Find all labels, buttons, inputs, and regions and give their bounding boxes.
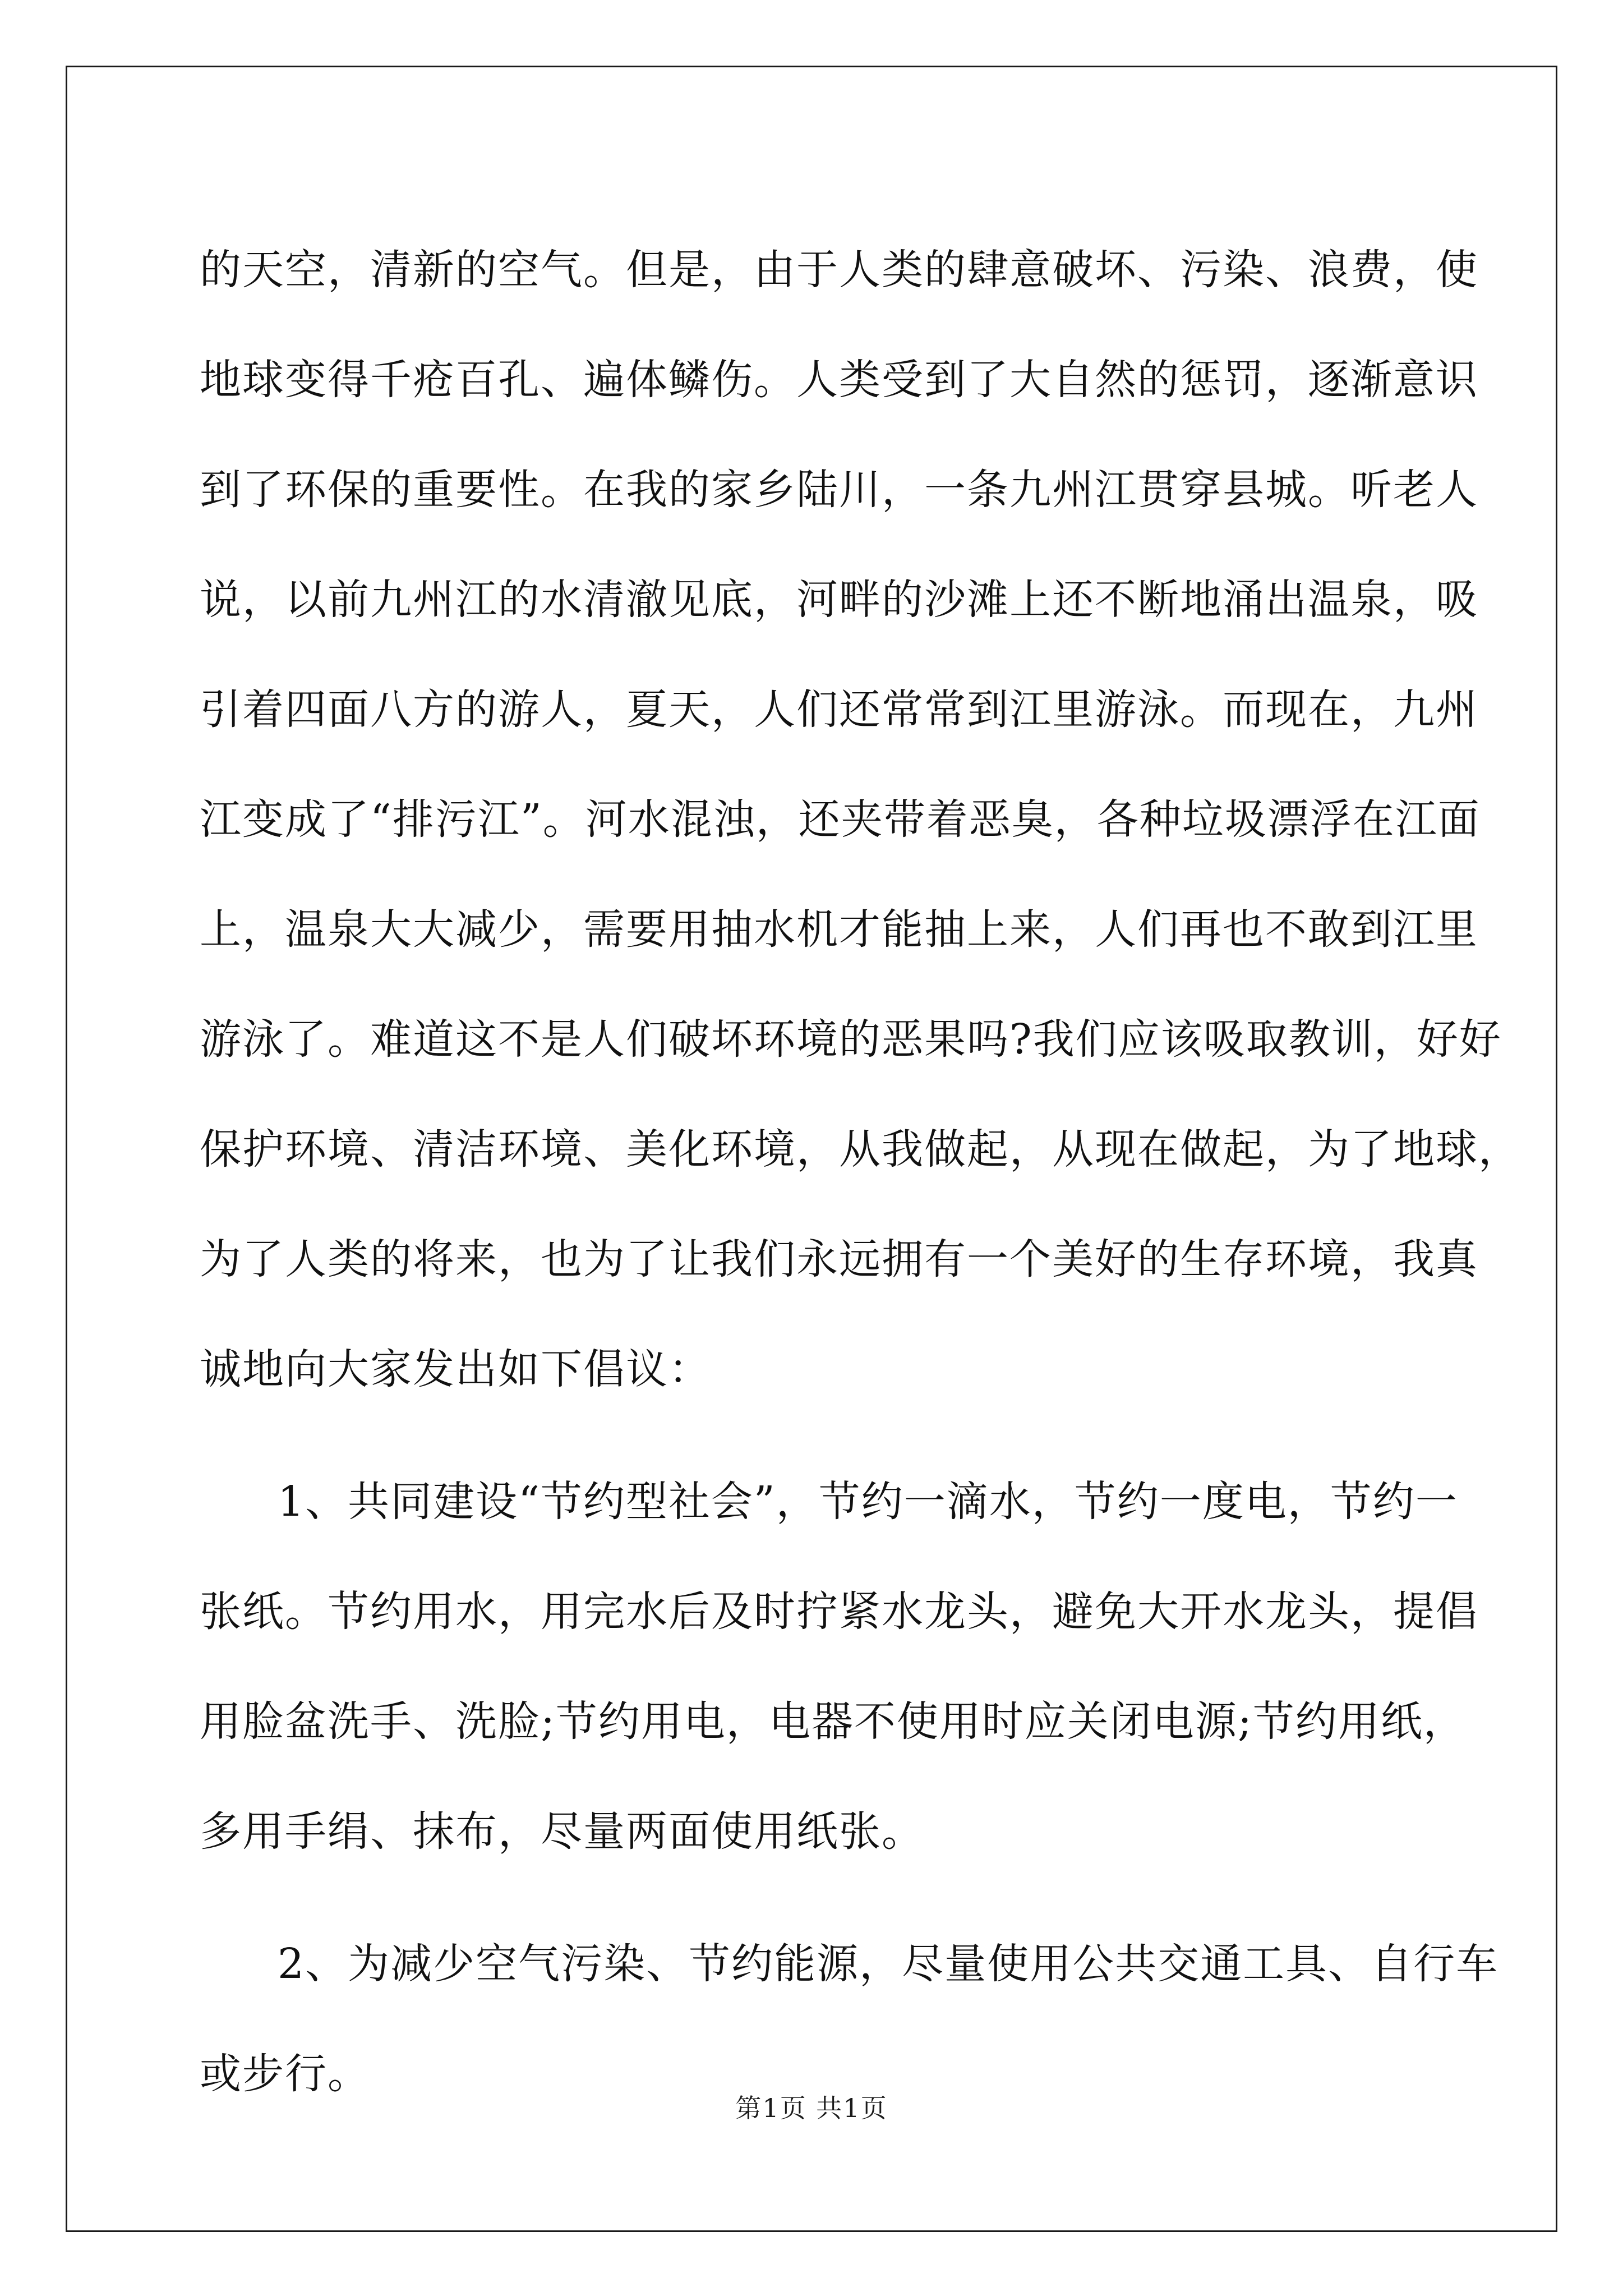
text-line: 为 了 人 类 的 将 来 ， 也 为 了 让 我 们 永 远 拥 有 一 个 美 好 的 生 存 环 境 ， 我 真 (200, 1235, 1478, 1283)
document-body (200, 215, 1521, 2129)
paragraph-gap (200, 1887, 1439, 1909)
text-line: 到 了 环 保 的 重 要 性 。 在 我 的 家 乡 陆 川 ， 一 条 九 州 江 贯 穿 县 城 。 听 老 人 (200, 466, 1478, 514)
page-footer: 第1页 共1页 (735, 2093, 888, 2123)
text-line: 张纸。节约用水，用完水后及时拧紧水龙头，避免大开水龙头，提倡 (200, 1588, 1478, 1636)
text-line: 或步行。 (200, 2050, 370, 2098)
text-line: 保 护 环 境 、 清 洁 环 境 、 美 化 环 境 ， 从 我 做 起 ， 从 现 在 做 起 ， 为 了 地 球 ， (200, 1125, 1521, 1174)
paragraph-gap (200, 1424, 1439, 1447)
text-line: 1、共同建设“节约型社会”，节约一滴水，节约一度电，节约一 (278, 1478, 1458, 1526)
text-line: 地 球 变 得 千 疮 百 孔 、 遍 体 鳞 伤 。 人 类 受 到 了 大 自 然 的 惩 罚 ， 逐 渐 意 识 (200, 356, 1478, 404)
text-line: 江 变 成 了 “ 排 污 江 ” 。 河 水 混 浊 ， 还 夹 带 着 恶 臭 ， 各 种 垃 圾 漂 浮 在 江 面 (200, 795, 1481, 844)
text-line: 用脸盆洗手、洗脸;节约用电，电器不使用时应关闭电源;节约用纸， (200, 1697, 1466, 1746)
text-line: 的 天 空 ， 清 新 的 空 气 。 但 是 ， 由 于 人 类 的 肆 意 破 坏 、 污 染 、 浪 费 ， 使 (200, 246, 1478, 294)
text-line: 2、为减少空气污染、节约能源，尽量使用公共交通工具、自行车 (278, 1940, 1499, 1988)
text-line: 说 ， 以 前 九 州 江 的 水 清 澈 见 底 ， 河 畔 的 沙 滩 上 还 不 断 地 涌 出 温 泉 ， 吸 (200, 576, 1478, 624)
text-line: 游 泳 了 。 难 道 这 不 是 人 们 破 坏 环 境 的 恶 果 吗 ? 我 们 应 该 吸 取 教 训 ， 好 好 (200, 1015, 1502, 1064)
text-line: 上 ， 温 泉 大 大 减 少 ， 需 要 用 抽 水 机 才 能 抽 上 来 ， 人 们 再 也 不 敢 到 江 里 (200, 905, 1478, 954)
text-line: 多用手绢、抹布，尽量两面使用纸张。 (200, 1807, 924, 1856)
text-line: 引 着 四 面 八 方 的 游 人 ， 夏 天 ， 人 们 还 常 常 到 江 里 游 泳 。 而 现 在 ， 九 州 (200, 685, 1478, 734)
text-line: 诚地向大家发出如下倡议： (200, 1345, 711, 1393)
